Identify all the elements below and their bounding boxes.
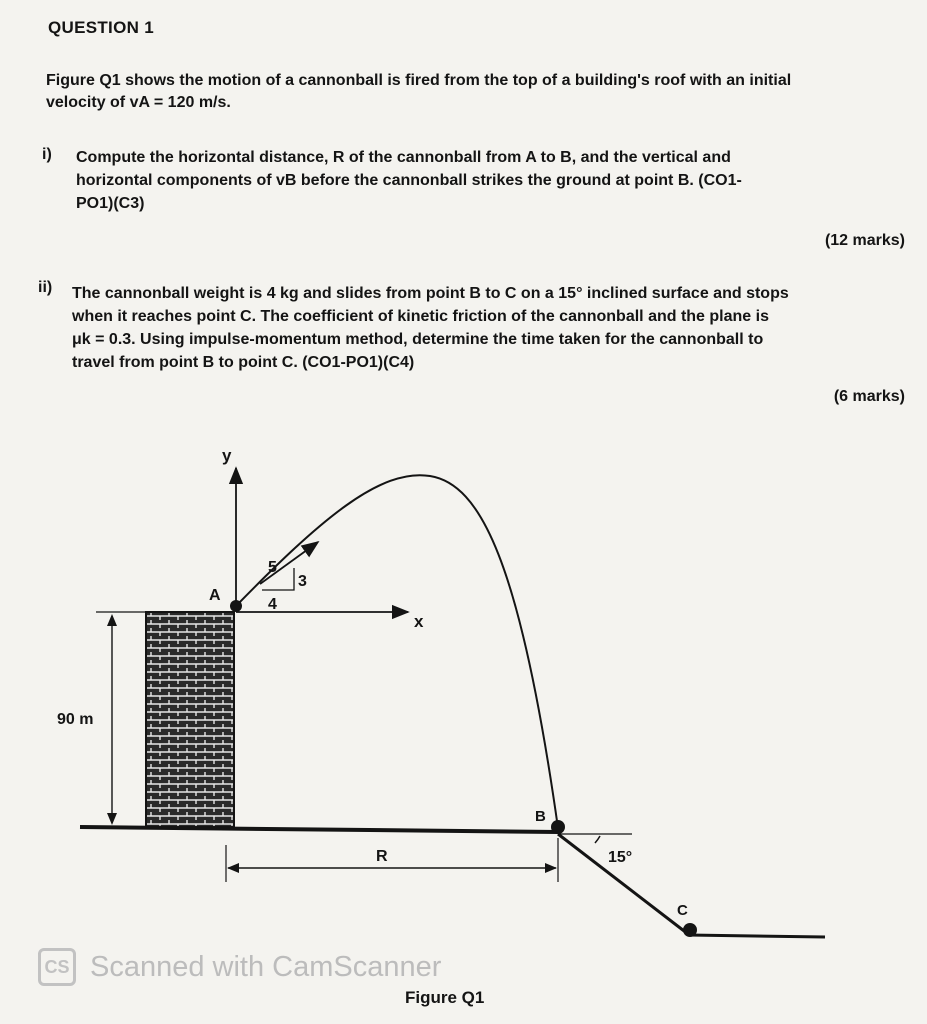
label-y: y [222, 446, 232, 465]
label-height: 90 m [57, 711, 94, 728]
label-c: C [677, 902, 688, 919]
label-slope-run: 4 [268, 596, 277, 613]
part-ii-line-2: when it reaches point C. The coefficient of kinetic friction of the cannonball and the plane is [72, 308, 769, 325]
part-ii-line-3: μk = 0.3. Using impulse-momentum method, determine the time taken for the cannonball to [72, 331, 764, 348]
part-ii-line-4: travel from point B to point C. (CO1-PO1)(C4) [72, 354, 415, 371]
label-b: B [535, 808, 546, 825]
height-arrow-top [107, 614, 117, 626]
label-angle: 15° [608, 849, 633, 866]
label-a: A [209, 587, 221, 604]
label-slope-hyp: 5 [268, 559, 277, 576]
label-range: R [376, 848, 388, 865]
point-b-dot [551, 820, 565, 834]
part-ii-number: ii) [38, 279, 53, 296]
part-i-line-1: Compute the horizontal distance, R of the cannonball from A to B, and the vertical and [76, 149, 731, 166]
point-a-dot [230, 600, 242, 612]
part-ii-marks: (6 marks) [833, 388, 905, 405]
label-x: x [414, 612, 424, 631]
building [146, 612, 234, 827]
range-arrow-left [227, 863, 239, 873]
camscanner-logo-icon: CS [38, 948, 76, 986]
label-slope-rise: 3 [298, 573, 307, 590]
part-i-line-2: horizontal components of vB before the cannonball strikes the ground at point B. (CO1- [76, 172, 742, 189]
part-i-number: i) [42, 146, 52, 163]
height-arrow-bottom [107, 813, 117, 825]
intro-line-1: Figure Q1 shows the motion of a cannonball is fired from the top of a building's roof with an initial [46, 72, 792, 89]
part-ii-line-1: The cannonball weight is 4 kg and slides from point B to C on a 15° inclined surface and stops [72, 285, 789, 302]
figure-caption: Figure Q1 [405, 988, 485, 1007]
intro-line-2: velocity of vA = 120 m/s. [46, 94, 231, 111]
watermark-text: Scanned with CamScanner [90, 950, 442, 983]
question-heading: QUESTION 1 [48, 18, 154, 37]
camscanner-watermark [38, 948, 441, 986]
range-arrow-right [545, 863, 557, 873]
angle-arc-15 [595, 836, 600, 843]
point-c-dot [683, 923, 697, 937]
ground-line [80, 827, 558, 832]
part-i-line-3: PO1)(C3) [76, 195, 145, 212]
ground-after-c [688, 935, 825, 937]
trajectory-curve [236, 475, 558, 828]
part-i-marks: (12 marks) [824, 232, 905, 249]
